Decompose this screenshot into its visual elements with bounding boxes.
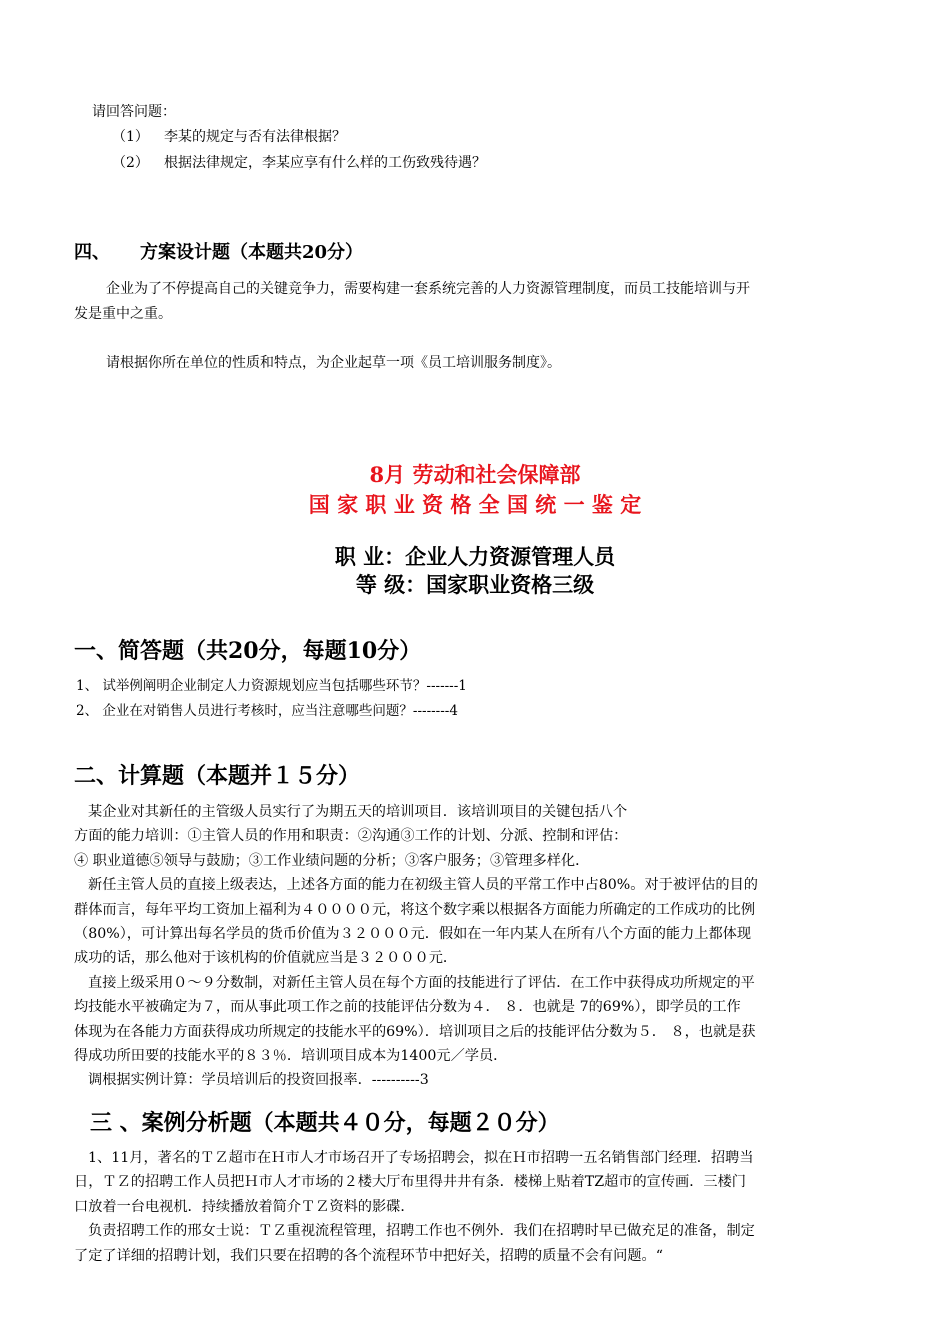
part-3-line: 口放着一台电视机．持续播放着简介ＴＺ资料的影碟． — [74, 1198, 415, 1215]
part-2-line: 调根据实例计算：学员培训后的投资回报率．----------3 — [88, 1072, 429, 1089]
part-1-question-2: 2、 企业在对销售人员进行考核时，应当注意哪些问题？--------4 — [76, 703, 458, 719]
part-2-line: 某企业对其新任的主管级人员实行了为期五天的培训项目．该培训项目的关键包括八个 — [88, 804, 628, 820]
part-3-line: 负责招聘工作的邢女士说：ＴＺ重视流程管理，招聘工作也不例外．我们在招聘时早已做充足的准备，制定 — [88, 1223, 755, 1240]
part-1-question-1: 1、 试举例阐明企业制定人力资源规划应当包括哪些环节？-------1 — [76, 678, 467, 694]
part-1-title: 一、简答题（共20分，每题10分） — [74, 638, 422, 664]
part-3-title: 三 、案例分析题（本题共４０分，每题２０分） — [90, 1110, 560, 1136]
part-3-line: 1、11月，著名的ＴＺ超市在Ｈ市人才市场召开了专场招聘会，拟在Ｈ市招聘一五名销售部门经理．招聘当 — [88, 1150, 754, 1166]
part-2-title: 二、计算题（本题并１５分） — [74, 763, 361, 789]
section-4-number: 四、 — [74, 242, 110, 263]
question-1: 李某的规定与否有法律根据？ — [164, 129, 346, 145]
section-4-title: 方案设计题（本题共20分） — [140, 242, 364, 263]
section-4-task: 请根据你所在单位的性质和特点，为企业起草一项《员工培训服务制度》。 — [106, 355, 561, 371]
part-2-line: 新任主管人员的直接上级表达，上述各方面的能力在初级主管人员的平常工作中占80%。对于被评估的目的 — [88, 877, 758, 894]
part-2-line: ④ 职业道德⑤领导与鼓励；③工作业绩问题的分析；③客户服务；③管理多样化． — [74, 852, 590, 869]
question-2-number: （2） — [112, 155, 149, 171]
part-3-body — [74, 1146, 880, 1268]
part-2-line: 方面的能力培训：①主管人员的作用和职责：②沟通③工作的计划、分派、控制和评估： — [74, 828, 628, 845]
exam-date-ministry: 8月 劳动和社会保障部 — [369, 462, 581, 487]
part-3-line: 日，ＴＺ的招聘工作人员把Ｈ市人才市场的２楼大厅布里得井井有条．楼梯上贴着TZ超市的宣传画．三楼门 — [74, 1174, 746, 1191]
answer-prompt: 请回答问题： — [92, 104, 176, 120]
question-1-number: （1） — [112, 129, 149, 145]
part-2-line: 直接上级采用０～９分数制，对新任主管人员在每个方面的技能进行了评估．在工作中获得成功所规定的平 — [88, 974, 755, 991]
part-2-line: 体现为在各能力方面获得成功所规定的技能水平的69%）．培训项目之后的技能评估分数为５． ８，也就是获 — [74, 1023, 756, 1040]
part-2-line: 均技能水平被确定为７，而从事此项工作之前的技能评估分数为４． ８．也就是 7的69%），即学员的工作 — [74, 999, 741, 1016]
part-2-line: 成功的话，那么他对于该机构的价值就应当是３２０００元． — [74, 950, 458, 967]
part-2-line: 得成功所田要的技能水平的８３％．培训项目成本为1400元／学员． — [74, 1048, 508, 1065]
exam-level: 等 级：国家职业资格三级 — [355, 572, 595, 597]
part-2-line: （80%），可计算出每名学员的货币价值为３２０００元．假如在一年内某人在所有八个方面的能力上都体现 — [74, 926, 752, 943]
exam-occupation: 职 业：企业人力资源管理人员 — [334, 544, 616, 569]
part-2-body — [74, 800, 880, 1093]
exam-title: 国 家 职 业 资 格 全 国 统 一 鉴 定 — [308, 492, 642, 517]
section-4-paragraph-line-1: 企业为了不停提高自己的关键竞争力，需要构建一套系统完善的人力资源管理制度，而员工技能培训与开 — [106, 281, 750, 297]
question-2: 根据法律规定，李某应享有什么样的工伤致残待遇？ — [164, 155, 486, 171]
part-2-line: 群体而言，每年平均工资加上福利为４００００元，将这个数字乘以根据各方面能力所确定的工作成功的比例 — [74, 901, 756, 918]
section-4-heading — [74, 238, 363, 264]
section-4-paragraph-line-2: 发是重中之重。 — [74, 306, 172, 322]
part-3-line: 了定了详细的招聘计划，我们只要在招聘的各个流程环节中把好关，招聘的质量不会有问题。“ — [74, 1247, 663, 1264]
